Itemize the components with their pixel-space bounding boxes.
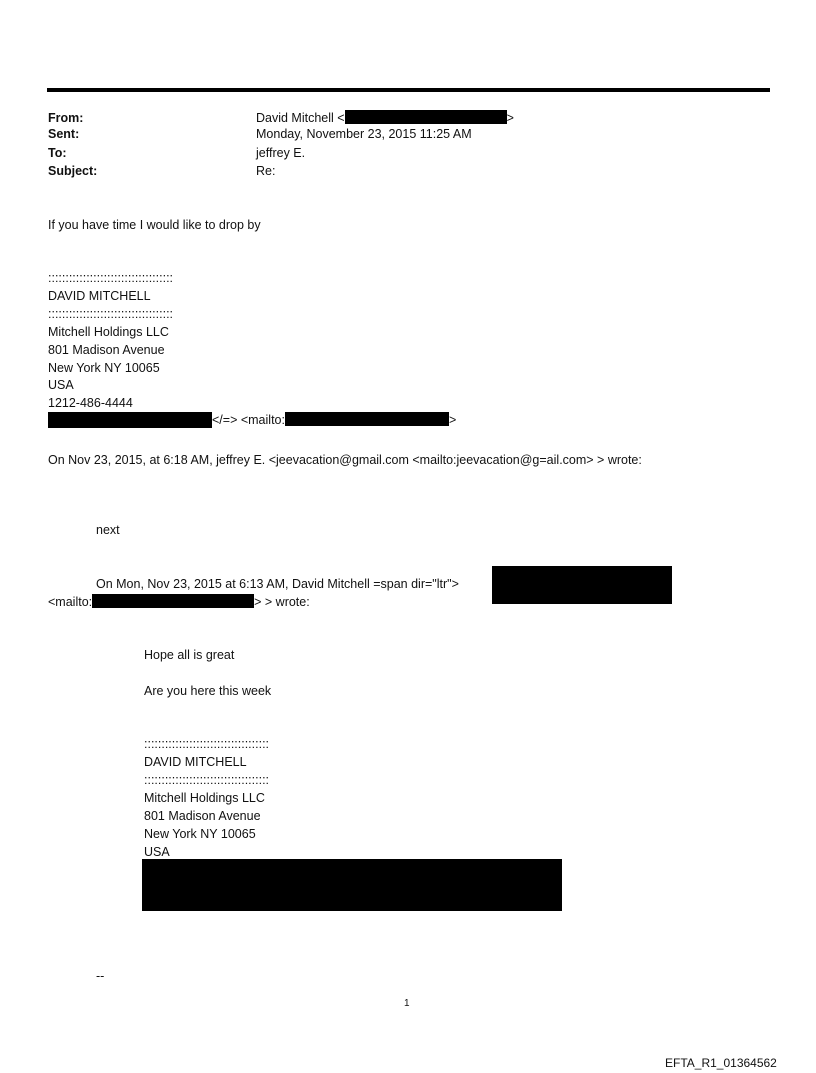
from-label: From: <box>48 111 84 125</box>
signature-colons: :::::::::::::::::::::::::::::::::::: <box>48 271 174 285</box>
wrote-text: > > wrote: <box>254 595 310 609</box>
redaction-bar <box>345 110 507 124</box>
signature-tail-text: </=> <mailto: <box>212 413 285 427</box>
body-line: If you have time I would like to drop by <box>48 218 261 232</box>
signature-name: DAVID MITCHELL <box>48 289 151 303</box>
page-number: 1 <box>404 998 410 1009</box>
signature-phone: 1212-486-4444 <box>48 396 133 410</box>
document-id: EFTA_R1_01364562 <box>665 1056 777 1070</box>
from-name: David Mitchell < <box>256 111 345 125</box>
redaction-bar <box>285 412 449 426</box>
subject-value: Re: <box>256 164 276 178</box>
signature-tail-close: > <box>448 413 457 427</box>
quoted-intro-line: On Mon, Nov 23, 2015 at 6:13 AM, David Mitchell =span dir="ltr"> <box>96 577 459 591</box>
signature-city: New York NY 10065 <box>144 827 256 841</box>
header-rule <box>47 88 770 92</box>
redaction-bar <box>92 594 254 608</box>
quoted-next: next <box>96 523 120 537</box>
from-close: > <box>506 111 514 125</box>
to-label: To: <box>48 146 67 160</box>
quoted-line: Hope all is great <box>144 648 235 662</box>
sent-value: Monday, November 23, 2015 11:25 AM <box>256 127 472 141</box>
redaction-bar <box>48 412 212 428</box>
quote-intro: On Nov 23, 2015, at 6:18 AM, jeffrey E. <jeevacation@gmail.com <mailto:jeevacation@g=ail.com> > wrote: <box>48 453 642 467</box>
signature-address: 801 Madison Avenue <box>48 343 165 357</box>
signature-country: USA <box>144 845 170 859</box>
quoted-line: Are you here this week <box>144 684 272 698</box>
signature-colons: :::::::::::::::::::::::::::::::::::: <box>48 307 174 321</box>
from-value <box>256 110 514 126</box>
sent-label: Sent: <box>48 127 80 141</box>
signature-name: DAVID MITCHELL <box>144 755 247 769</box>
redaction-bar <box>492 566 672 604</box>
signature-tail <box>212 412 456 428</box>
mailto-text: <mailto: <box>48 595 93 609</box>
quoted-dashes: -- <box>96 969 105 983</box>
to-value: jeffrey E. <box>256 146 306 160</box>
signature-city: New York NY 10065 <box>48 361 160 375</box>
subject-label: Subject: <box>48 164 98 178</box>
signature-company: Mitchell Holdings LLC <box>48 325 169 339</box>
redaction-bar <box>142 859 562 911</box>
signature-colons: :::::::::::::::::::::::::::::::::::: <box>144 773 270 787</box>
signature-colons: :::::::::::::::::::::::::::::::::::: <box>144 737 270 751</box>
signature-country: USA <box>48 378 74 392</box>
signature-company: Mitchell Holdings LLC <box>144 791 265 805</box>
signature-address: 801 Madison Avenue <box>144 809 261 823</box>
quoted-mailto <box>48 594 310 610</box>
